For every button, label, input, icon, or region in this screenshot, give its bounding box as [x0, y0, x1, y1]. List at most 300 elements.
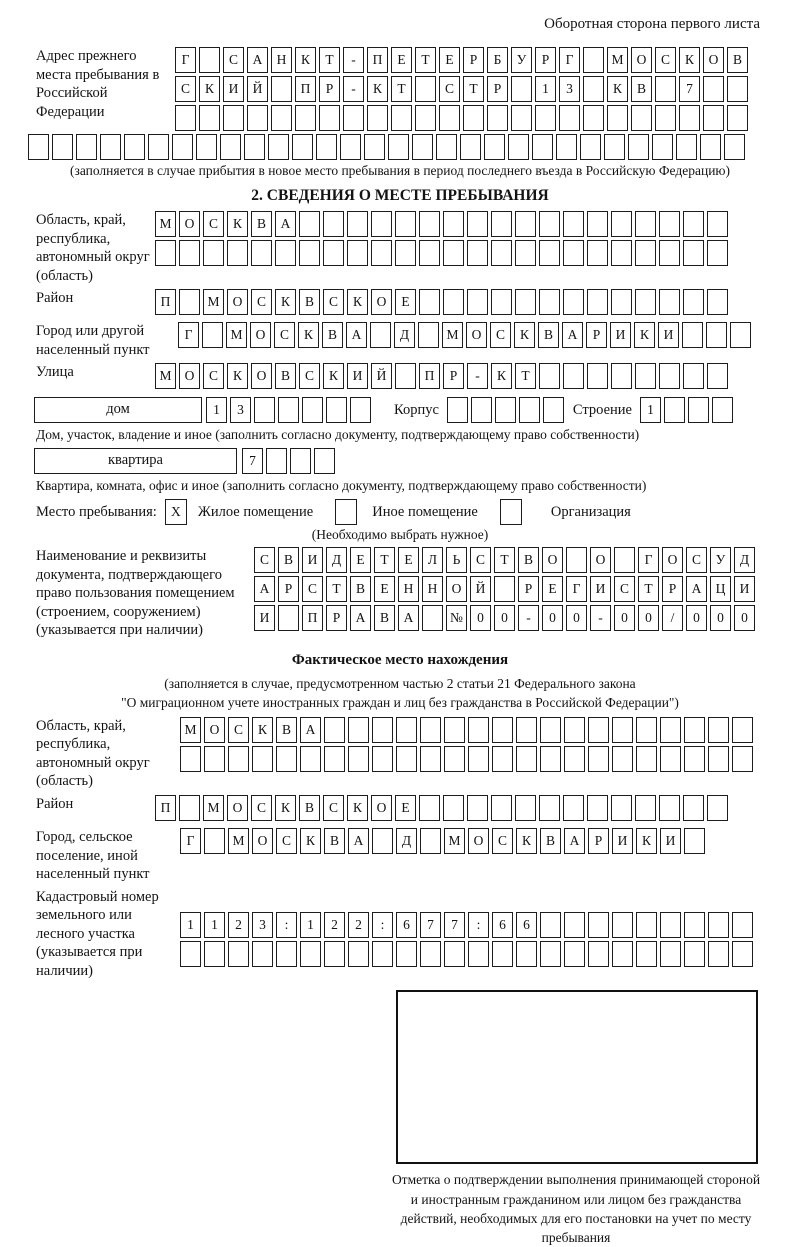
char-cell[interactable]: С: [439, 76, 460, 102]
char-cell[interactable]: [179, 289, 200, 315]
char-cell[interactable]: Р: [443, 363, 464, 389]
char-cell[interactable]: [76, 134, 97, 160]
char-cell[interactable]: [372, 828, 393, 854]
char-cell[interactable]: /: [662, 605, 683, 631]
char-cell[interactable]: А: [564, 828, 585, 854]
char-cell[interactable]: [395, 211, 416, 237]
char-cell[interactable]: [587, 240, 608, 266]
char-cell[interactable]: [467, 289, 488, 315]
char-cell[interactable]: [707, 363, 728, 389]
char-cell[interactable]: [395, 363, 416, 389]
char-cell[interactable]: В: [275, 363, 296, 389]
char-cell[interactable]: [300, 941, 321, 967]
char-cell[interactable]: Т: [374, 547, 395, 573]
char-cell[interactable]: [467, 211, 488, 237]
char-cell[interactable]: [422, 605, 443, 631]
char-cell[interactable]: О: [631, 47, 652, 73]
char-cell[interactable]: [587, 363, 608, 389]
char-cell[interactable]: [635, 211, 656, 237]
char-cell[interactable]: [228, 941, 249, 967]
char-cell[interactable]: [371, 211, 392, 237]
char-cell[interactable]: Р: [518, 576, 539, 602]
char-cell[interactable]: 2: [228, 912, 249, 938]
char-cell[interactable]: Р: [326, 605, 347, 631]
char-cell[interactable]: И: [590, 576, 611, 602]
char-cell[interactable]: С: [254, 547, 275, 573]
char-cell[interactable]: [203, 240, 224, 266]
char-cell[interactable]: [683, 240, 704, 266]
char-cell[interactable]: [278, 397, 299, 423]
char-cell[interactable]: [388, 134, 409, 160]
char-cell[interactable]: Г: [178, 322, 199, 348]
residential-checkbox[interactable]: X: [165, 499, 187, 525]
char-cell[interactable]: А: [398, 605, 419, 631]
char-cell[interactable]: И: [254, 605, 275, 631]
char-cell[interactable]: К: [298, 322, 319, 348]
char-cell[interactable]: М: [226, 322, 247, 348]
char-cell[interactable]: [28, 134, 49, 160]
char-cell[interactable]: -: [590, 605, 611, 631]
char-cell[interactable]: [420, 828, 441, 854]
char-cell[interactable]: [396, 941, 417, 967]
char-cell[interactable]: Р: [278, 576, 299, 602]
char-cell[interactable]: [495, 397, 516, 423]
char-cell[interactable]: [628, 134, 649, 160]
char-cell[interactable]: К: [514, 322, 535, 348]
char-cell[interactable]: [539, 211, 560, 237]
char-cell[interactable]: В: [299, 289, 320, 315]
char-cell[interactable]: [100, 134, 121, 160]
char-cell[interactable]: Г: [180, 828, 201, 854]
char-cell[interactable]: [635, 240, 656, 266]
char-cell[interactable]: [703, 76, 724, 102]
char-cell[interactable]: М: [155, 363, 176, 389]
char-cell[interactable]: С: [251, 289, 272, 315]
char-cell[interactable]: 7: [242, 448, 263, 474]
char-cell[interactable]: [491, 289, 512, 315]
char-cell[interactable]: [415, 76, 436, 102]
char-cell[interactable]: [515, 240, 536, 266]
char-cell[interactable]: А: [275, 211, 296, 237]
char-cell[interactable]: Р: [319, 76, 340, 102]
char-cell[interactable]: С: [299, 363, 320, 389]
char-cell[interactable]: С: [274, 322, 295, 348]
char-cell[interactable]: [636, 717, 657, 743]
char-cell[interactable]: [491, 240, 512, 266]
char-cell[interactable]: [532, 134, 553, 160]
char-cell[interactable]: [587, 795, 608, 821]
char-cell[interactable]: О: [227, 289, 248, 315]
char-cell[interactable]: [443, 240, 464, 266]
char-cell[interactable]: В: [276, 717, 297, 743]
char-cell[interactable]: [583, 76, 604, 102]
char-cell[interactable]: [155, 240, 176, 266]
char-cell[interactable]: [708, 746, 729, 772]
char-cell[interactable]: [323, 211, 344, 237]
char-cell[interactable]: Г: [566, 576, 587, 602]
char-cell[interactable]: [539, 363, 560, 389]
char-cell[interactable]: [684, 941, 705, 967]
char-cell[interactable]: [683, 289, 704, 315]
char-cell[interactable]: [372, 717, 393, 743]
char-cell[interactable]: [707, 211, 728, 237]
char-cell[interactable]: К: [636, 828, 657, 854]
char-cell[interactable]: [204, 746, 225, 772]
flat-type-box[interactable]: квартира: [34, 448, 237, 474]
char-cell[interactable]: И: [660, 828, 681, 854]
char-cell[interactable]: К: [227, 363, 248, 389]
char-cell[interactable]: [612, 912, 633, 938]
char-cell[interactable]: [563, 240, 584, 266]
char-cell[interactable]: В: [324, 828, 345, 854]
char-cell[interactable]: К: [679, 47, 700, 73]
char-cell[interactable]: А: [254, 576, 275, 602]
char-cell[interactable]: [516, 746, 537, 772]
char-cell[interactable]: Д: [734, 547, 755, 573]
char-cell[interactable]: Й: [371, 363, 392, 389]
char-cell[interactable]: [508, 134, 529, 160]
char-cell[interactable]: В: [374, 605, 395, 631]
char-cell[interactable]: 7: [420, 912, 441, 938]
char-cell[interactable]: [436, 134, 457, 160]
char-cell[interactable]: К: [300, 828, 321, 854]
char-cell[interactable]: -: [518, 605, 539, 631]
char-cell[interactable]: П: [295, 76, 316, 102]
char-cell[interactable]: [276, 746, 297, 772]
char-cell[interactable]: [659, 240, 680, 266]
char-cell[interactable]: [556, 134, 577, 160]
char-cell[interactable]: Н: [422, 576, 443, 602]
char-cell[interactable]: А: [247, 47, 268, 73]
char-cell[interactable]: [588, 912, 609, 938]
char-cell[interactable]: О: [179, 211, 200, 237]
char-cell[interactable]: [395, 240, 416, 266]
char-cell[interactable]: Р: [487, 76, 508, 102]
char-cell[interactable]: [299, 211, 320, 237]
char-cell[interactable]: [515, 211, 536, 237]
char-cell[interactable]: И: [612, 828, 633, 854]
char-cell[interactable]: [612, 746, 633, 772]
char-cell[interactable]: [588, 941, 609, 967]
char-cell[interactable]: А: [686, 576, 707, 602]
char-cell[interactable]: [564, 717, 585, 743]
char-cell[interactable]: [396, 717, 417, 743]
char-cell[interactable]: :: [276, 912, 297, 938]
char-cell[interactable]: Ц: [710, 576, 731, 602]
char-cell[interactable]: [611, 211, 632, 237]
char-cell[interactable]: 1: [206, 397, 227, 423]
char-cell[interactable]: [683, 363, 704, 389]
char-cell[interactable]: О: [252, 828, 273, 854]
char-cell[interactable]: С: [276, 828, 297, 854]
char-cell[interactable]: М: [180, 717, 201, 743]
char-cell[interactable]: Л: [422, 547, 443, 573]
organization-checkbox[interactable]: [500, 499, 522, 525]
char-cell[interactable]: [487, 105, 508, 131]
char-cell[interactable]: [688, 397, 709, 423]
char-cell[interactable]: [636, 941, 657, 967]
char-cell[interactable]: П: [367, 47, 388, 73]
char-cell[interactable]: 0: [734, 605, 755, 631]
char-cell[interactable]: В: [251, 211, 272, 237]
char-cell[interactable]: Й: [470, 576, 491, 602]
char-cell[interactable]: [228, 746, 249, 772]
char-cell[interactable]: [175, 105, 196, 131]
char-cell[interactable]: 0: [638, 605, 659, 631]
char-cell[interactable]: [683, 211, 704, 237]
char-cell[interactable]: [660, 941, 681, 967]
char-cell[interactable]: [683, 795, 704, 821]
char-cell[interactable]: [148, 134, 169, 160]
char-cell[interactable]: [266, 448, 287, 474]
char-cell[interactable]: В: [540, 828, 561, 854]
char-cell[interactable]: [540, 717, 561, 743]
char-cell[interactable]: [631, 105, 652, 131]
char-cell[interactable]: [271, 105, 292, 131]
char-cell[interactable]: [199, 47, 220, 73]
char-cell[interactable]: [223, 105, 244, 131]
char-cell[interactable]: П: [302, 605, 323, 631]
char-cell[interactable]: О: [204, 717, 225, 743]
char-cell[interactable]: №: [446, 605, 467, 631]
char-cell[interactable]: М: [203, 289, 224, 315]
char-cell[interactable]: И: [734, 576, 755, 602]
char-cell[interactable]: [730, 322, 751, 348]
char-cell[interactable]: Д: [396, 828, 417, 854]
char-cell[interactable]: 0: [542, 605, 563, 631]
char-cell[interactable]: [564, 912, 585, 938]
char-cell[interactable]: В: [278, 547, 299, 573]
char-cell[interactable]: [447, 397, 468, 423]
char-cell[interactable]: Г: [638, 547, 659, 573]
char-cell[interactable]: [566, 547, 587, 573]
char-cell[interactable]: [396, 746, 417, 772]
char-cell[interactable]: [583, 105, 604, 131]
char-cell[interactable]: Р: [586, 322, 607, 348]
char-cell[interactable]: [660, 912, 681, 938]
char-cell[interactable]: [511, 76, 532, 102]
char-cell[interactable]: Т: [391, 76, 412, 102]
char-cell[interactable]: [539, 240, 560, 266]
char-cell[interactable]: Т: [463, 76, 484, 102]
char-cell[interactable]: П: [155, 289, 176, 315]
char-cell[interactable]: [347, 211, 368, 237]
char-cell[interactable]: [180, 746, 201, 772]
char-cell[interactable]: [659, 363, 680, 389]
char-cell[interactable]: [659, 795, 680, 821]
char-cell[interactable]: К: [347, 289, 368, 315]
char-cell[interactable]: 6: [516, 912, 537, 938]
char-cell[interactable]: С: [228, 717, 249, 743]
char-cell[interactable]: И: [610, 322, 631, 348]
char-cell[interactable]: [682, 322, 703, 348]
char-cell[interactable]: М: [444, 828, 465, 854]
char-cell[interactable]: [732, 717, 753, 743]
char-cell[interactable]: О: [703, 47, 724, 73]
char-cell[interactable]: [732, 912, 753, 938]
char-cell[interactable]: У: [511, 47, 532, 73]
char-cell[interactable]: [467, 240, 488, 266]
char-cell[interactable]: :: [372, 912, 393, 938]
char-cell[interactable]: [636, 912, 657, 938]
char-cell[interactable]: [180, 941, 201, 967]
char-cell[interactable]: [204, 941, 225, 967]
char-cell[interactable]: О: [250, 322, 271, 348]
char-cell[interactable]: Е: [398, 547, 419, 573]
char-cell[interactable]: С: [175, 76, 196, 102]
char-cell[interactable]: Е: [374, 576, 395, 602]
char-cell[interactable]: К: [634, 322, 655, 348]
char-cell[interactable]: [268, 134, 289, 160]
char-cell[interactable]: [703, 105, 724, 131]
char-cell[interactable]: [439, 105, 460, 131]
house-type-box[interactable]: дом: [34, 397, 202, 423]
char-cell[interactable]: С: [655, 47, 676, 73]
char-cell[interactable]: [679, 105, 700, 131]
char-cell[interactable]: Н: [398, 576, 419, 602]
char-cell[interactable]: [684, 828, 705, 854]
char-cell[interactable]: И: [347, 363, 368, 389]
char-cell[interactable]: 2: [348, 912, 369, 938]
char-cell[interactable]: [611, 289, 632, 315]
char-cell[interactable]: 1: [535, 76, 556, 102]
char-cell[interactable]: -: [343, 47, 364, 73]
char-cell[interactable]: [494, 576, 515, 602]
char-cell[interactable]: [655, 105, 676, 131]
char-cell[interactable]: [391, 105, 412, 131]
char-cell[interactable]: С: [223, 47, 244, 73]
char-cell[interactable]: 1: [180, 912, 201, 938]
char-cell[interactable]: [519, 397, 540, 423]
char-cell[interactable]: 0: [710, 605, 731, 631]
char-cell[interactable]: [227, 240, 248, 266]
char-cell[interactable]: [179, 795, 200, 821]
char-cell[interactable]: К: [607, 76, 628, 102]
char-cell[interactable]: А: [300, 717, 321, 743]
char-cell[interactable]: [372, 746, 393, 772]
char-cell[interactable]: [220, 134, 241, 160]
char-cell[interactable]: [364, 134, 385, 160]
char-cell[interactable]: [299, 240, 320, 266]
char-cell[interactable]: [732, 941, 753, 967]
char-cell[interactable]: [559, 105, 580, 131]
char-cell[interactable]: [371, 240, 392, 266]
char-cell[interactable]: [491, 211, 512, 237]
char-cell[interactable]: С: [470, 547, 491, 573]
char-cell[interactable]: [324, 941, 345, 967]
char-cell[interactable]: [199, 105, 220, 131]
char-cell[interactable]: 3: [559, 76, 580, 102]
char-cell[interactable]: [707, 289, 728, 315]
char-cell[interactable]: [348, 717, 369, 743]
char-cell[interactable]: О: [371, 289, 392, 315]
char-cell[interactable]: К: [295, 47, 316, 73]
char-cell[interactable]: [468, 941, 489, 967]
char-cell[interactable]: Н: [271, 47, 292, 73]
char-cell[interactable]: [420, 941, 441, 967]
char-cell[interactable]: [314, 448, 335, 474]
char-cell[interactable]: К: [227, 211, 248, 237]
char-cell[interactable]: Д: [394, 322, 415, 348]
char-cell[interactable]: Й: [247, 76, 268, 102]
char-cell[interactable]: [276, 941, 297, 967]
char-cell[interactable]: [727, 76, 748, 102]
char-cell[interactable]: [636, 746, 657, 772]
char-cell[interactable]: [348, 746, 369, 772]
char-cell[interactable]: Г: [559, 47, 580, 73]
char-cell[interactable]: [290, 448, 311, 474]
char-cell[interactable]: [420, 717, 441, 743]
char-cell[interactable]: [580, 134, 601, 160]
char-cell[interactable]: С: [203, 211, 224, 237]
char-cell[interactable]: [659, 211, 680, 237]
char-cell[interactable]: [516, 941, 537, 967]
char-cell[interactable]: О: [446, 576, 467, 602]
char-cell[interactable]: [607, 105, 628, 131]
char-cell[interactable]: Р: [535, 47, 556, 73]
char-cell[interactable]: С: [686, 547, 707, 573]
char-cell[interactable]: [316, 134, 337, 160]
char-cell[interactable]: [540, 746, 561, 772]
char-cell[interactable]: М: [442, 322, 463, 348]
char-cell[interactable]: М: [203, 795, 224, 821]
char-cell[interactable]: М: [607, 47, 628, 73]
char-cell[interactable]: 6: [396, 912, 417, 938]
char-cell[interactable]: [540, 912, 561, 938]
char-cell[interactable]: [516, 717, 537, 743]
char-cell[interactable]: [420, 746, 441, 772]
char-cell[interactable]: С: [323, 795, 344, 821]
char-cell[interactable]: [588, 717, 609, 743]
char-cell[interactable]: [724, 134, 745, 160]
char-cell[interactable]: Р: [588, 828, 609, 854]
char-cell[interactable]: 1: [300, 912, 321, 938]
char-cell[interactable]: [460, 134, 481, 160]
char-cell[interactable]: [302, 397, 323, 423]
char-cell[interactable]: [540, 941, 561, 967]
char-cell[interactable]: [563, 795, 584, 821]
char-cell[interactable]: В: [538, 322, 559, 348]
char-cell[interactable]: [539, 795, 560, 821]
char-cell[interactable]: [52, 134, 73, 160]
char-cell[interactable]: В: [350, 576, 371, 602]
char-cell[interactable]: К: [323, 363, 344, 389]
char-cell[interactable]: [664, 397, 685, 423]
char-cell[interactable]: [444, 941, 465, 967]
char-cell[interactable]: А: [350, 605, 371, 631]
char-cell[interactable]: 0: [494, 605, 515, 631]
char-cell[interactable]: [247, 105, 268, 131]
char-cell[interactable]: И: [223, 76, 244, 102]
char-cell[interactable]: [708, 912, 729, 938]
char-cell[interactable]: С: [492, 828, 513, 854]
char-cell[interactable]: Т: [319, 47, 340, 73]
char-cell[interactable]: [659, 289, 680, 315]
char-cell[interactable]: [511, 105, 532, 131]
char-cell[interactable]: О: [542, 547, 563, 573]
char-cell[interactable]: В: [299, 795, 320, 821]
char-cell[interactable]: [614, 547, 635, 573]
char-cell[interactable]: [419, 289, 440, 315]
char-cell[interactable]: [326, 397, 347, 423]
char-cell[interactable]: С: [203, 363, 224, 389]
char-cell[interactable]: К: [199, 76, 220, 102]
char-cell[interactable]: [492, 717, 513, 743]
char-cell[interactable]: [444, 717, 465, 743]
char-cell[interactable]: К: [275, 795, 296, 821]
char-cell[interactable]: [660, 746, 681, 772]
char-cell[interactable]: [271, 76, 292, 102]
